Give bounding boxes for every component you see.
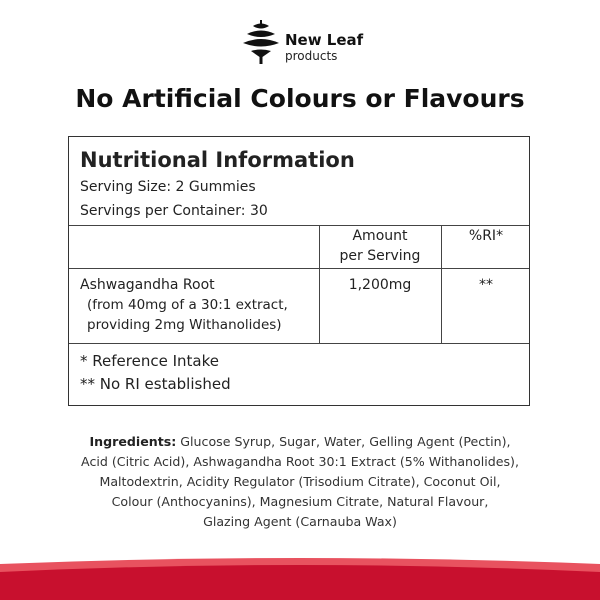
layered-leaf-tree-icon [241,18,281,66]
divider [69,268,529,269]
nutrient-ri: ** [479,277,493,293]
ingredients-text [40,432,560,532]
divider [69,343,529,344]
ingredients-line-2: Acid (Citric Acid), Ashwagandha Root 30:1 Extract (5% Withanolides), [81,454,519,469]
decorative-wave [0,540,600,600]
brand-logo [241,18,371,68]
nutrient-detail-line1: (from 40mg of a 30:1 extract, [87,297,288,313]
wave-dark [0,565,600,600]
footnote-reference-intake: * Reference Intake [80,352,219,370]
ingredients-line-3: Maltodextrin, Acidity Regulator (Trisodium Citrate), Coconut Oil, [99,474,501,489]
brand-tagline: products [285,49,338,63]
serving-size: Serving Size: 2 Gummies [80,179,256,195]
ri-header: %RI* [468,228,504,244]
amount-header-line1: Amount [352,228,408,244]
ingredients-line-1: Ingredients: Glucose Syrup, Sugar, Water, Gelling Agent (Pectin), [89,434,511,449]
page-headline: No Artificial Colours or Flavours [75,84,525,113]
nutrition-title: Nutritional Information [80,148,355,172]
nutrient-amount: 1,200mg [348,277,412,293]
ingredients-label: Ingredients: [89,434,177,449]
nutrient-detail-line2: providing 2mg Withanolides) [87,317,282,333]
ingredients-line-4: Colour (Anthocyanins), Magnesium Citrate, Natural Flavour, [111,494,489,509]
nutrition-panel [68,136,530,406]
servings-per-container: Servings per Container: 30 [80,203,268,219]
footnote-no-ri: ** No RI established [80,375,231,393]
brand-name: New Leaf [285,31,364,49]
ingredients-line-5: Glazing Agent (Carnauba Wax) [203,514,397,529]
nutrient-name: Ashwagandha Root [80,277,215,293]
amount-header-line2: per Serving [339,248,421,264]
amount-header [319,226,441,266]
